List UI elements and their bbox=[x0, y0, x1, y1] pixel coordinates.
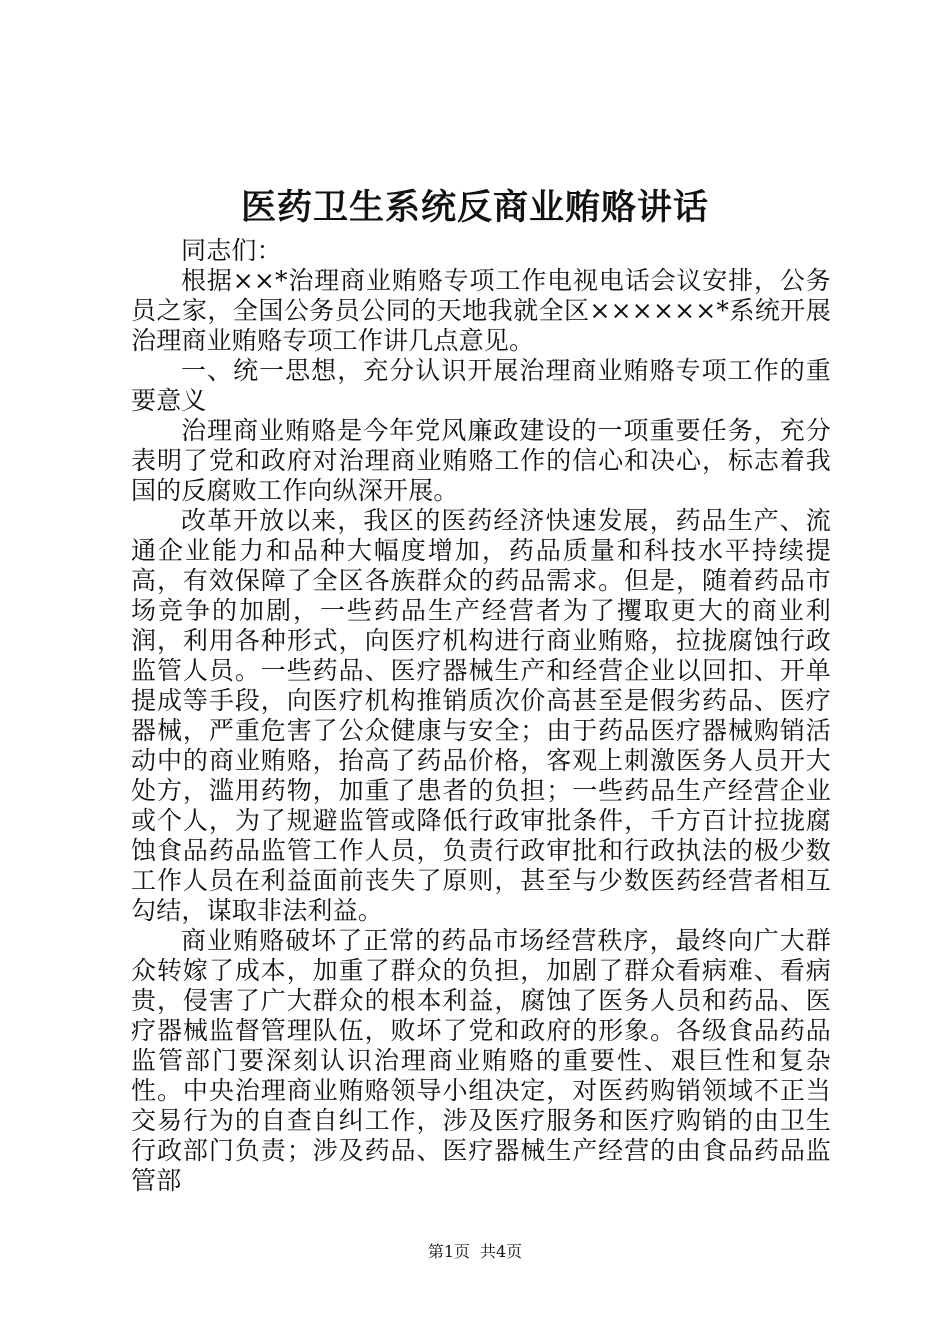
paragraph: 商业贿赂破坏了正常的药品市场经营秩序，最终向广大群众转嫁了成本，加重了群众的负担，加剧了群众看病难、看病贵，侵害了广大群众的根本利益，腐蚀了医务人员和药品、医疗器械监督管理队伍，败坏了党和政府的形象。各级食品药品监管部门要深刻认识治理商业贿赂的重要性、艰巨性和复杂性。中央治理商业贿赂领导小组决定，对医药购销领域不正当交易行为的自查自纠工作，涉及医疗服务和医疗购销的由卫生行政部门负责；涉及药品、医疗器械生产经营的由食品药品监管部 bbox=[131, 926, 831, 1195]
paragraph-salutation: 同志们： bbox=[181, 236, 282, 265]
paragraph: 治理商业贿赂是今年党风廉政建设的一项重要任务，充分表明了党和政府对治理商业贿赂工作的信心和决心，标志着我国的反腐败工作向纵深开展。 bbox=[131, 416, 831, 505]
section-heading: 一、统一思想，充分认识开展治理商业贿赂专项工作的重要意义 bbox=[131, 356, 831, 415]
document-body bbox=[131, 236, 831, 1196]
page-number: 第1页 bbox=[427, 1242, 470, 1261]
paragraph: 根据××*治理商业贿赂专项工作电视电话会议安排，公务员之家，全国公务员公同的天地我就全区××××××*系统开展治理商业贿赂专项工作讲几点意见。 bbox=[131, 266, 831, 355]
paragraph: 改革开放以来，我区的医药经济快速发展，药品生产、流通企业能力和品种大幅度增加，药品质量和科技水平持续提高，有效保障了全区各族群众的药品需求。但是，随着药品市场竞争的加剧，一些药品生产经营者为了攫取更大的商业利润，利用各种形式，向医疗机构进行商业贿赂，拉拢腐蚀行政监管人员。一些药品、医疗器械生产和经营企业以回扣、开单提成等手段，向医疗机构推销质次价高甚至是假劣药品、医疗器械，严重危害了公众健康与安全；由于药品医疗器械购销活动中的商业贿赂，抬高了药品价格，客观上刺激医务人员开大处方，滥用药物，加重了患者的负担；一些药品生产经营企业或个人，为了规避监管或降低行政审批条件，千方百计拉拢腐蚀食品药品监管工作人员，负责行政审批和行政执法的极少数工作人员在利益面前丧失了原则，甚至与少数医药经营者相互勾结，谋取非法利益。 bbox=[131, 506, 831, 925]
document-title: 医药卫生系统反商业贿赂讲话 bbox=[240, 188, 709, 228]
page-footer bbox=[0, 1242, 950, 1262]
page-total: 共4页 bbox=[480, 1242, 523, 1261]
